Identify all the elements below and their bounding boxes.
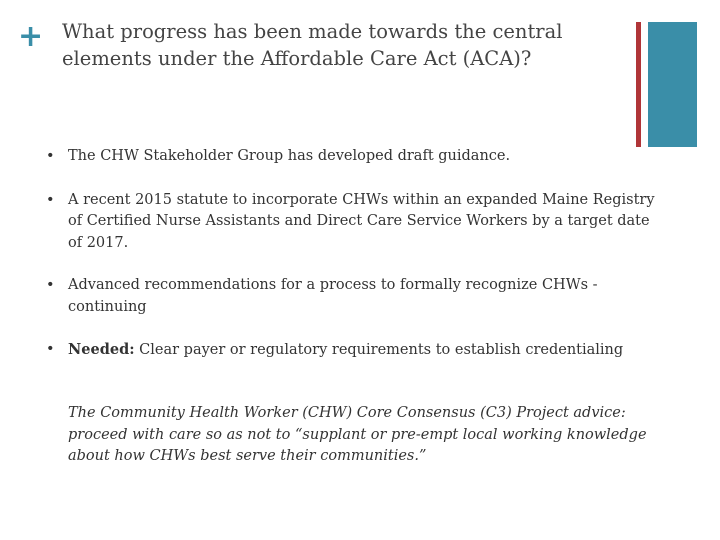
bullet-dot-icon: •	[46, 277, 55, 293]
bullet-dot-icon: •	[46, 148, 55, 164]
red-accent-bar	[636, 22, 641, 147]
teal-accent-block	[648, 22, 697, 147]
bullet-item	[46, 146, 666, 168]
bullet-text: A recent 2015 statute to incorporate CHWs within an expanded Maine Registry of Certified Nurse Assistants and Direct Care Service Workers by a target date of 2017.	[68, 191, 655, 251]
bullet-text: Clear payer or regulatory requirements to establish credentialing	[134, 342, 624, 358]
bullet-text: Advanced recommendations for a process to formally recognize CHWs -continuing	[68, 277, 598, 315]
bullet-item	[46, 275, 666, 318]
slide-title: What progress has been made towards the central elements under the Affordable Care Act (ACA)?	[62, 20, 563, 70]
bullet-dot-icon: •	[46, 341, 55, 357]
plus-icon: +	[18, 19, 44, 54]
bullet-item	[46, 190, 666, 255]
c3-project-note: The Community Health Worker (CHW) Core Consensus (C3) Project advice: proceed with care so as not to “supplant or pre-empt local working knowledge about how CHWs best serve their communities.”	[68, 405, 647, 464]
bullet-item	[46, 339, 666, 362]
bullet-bold-prefix: Needed:	[68, 341, 135, 358]
bullet-list	[46, 146, 666, 362]
bullet-text: The CHW Stakeholder Group has developed draft guidance.	[68, 148, 511, 164]
bullet-dot-icon: •	[46, 191, 55, 208]
